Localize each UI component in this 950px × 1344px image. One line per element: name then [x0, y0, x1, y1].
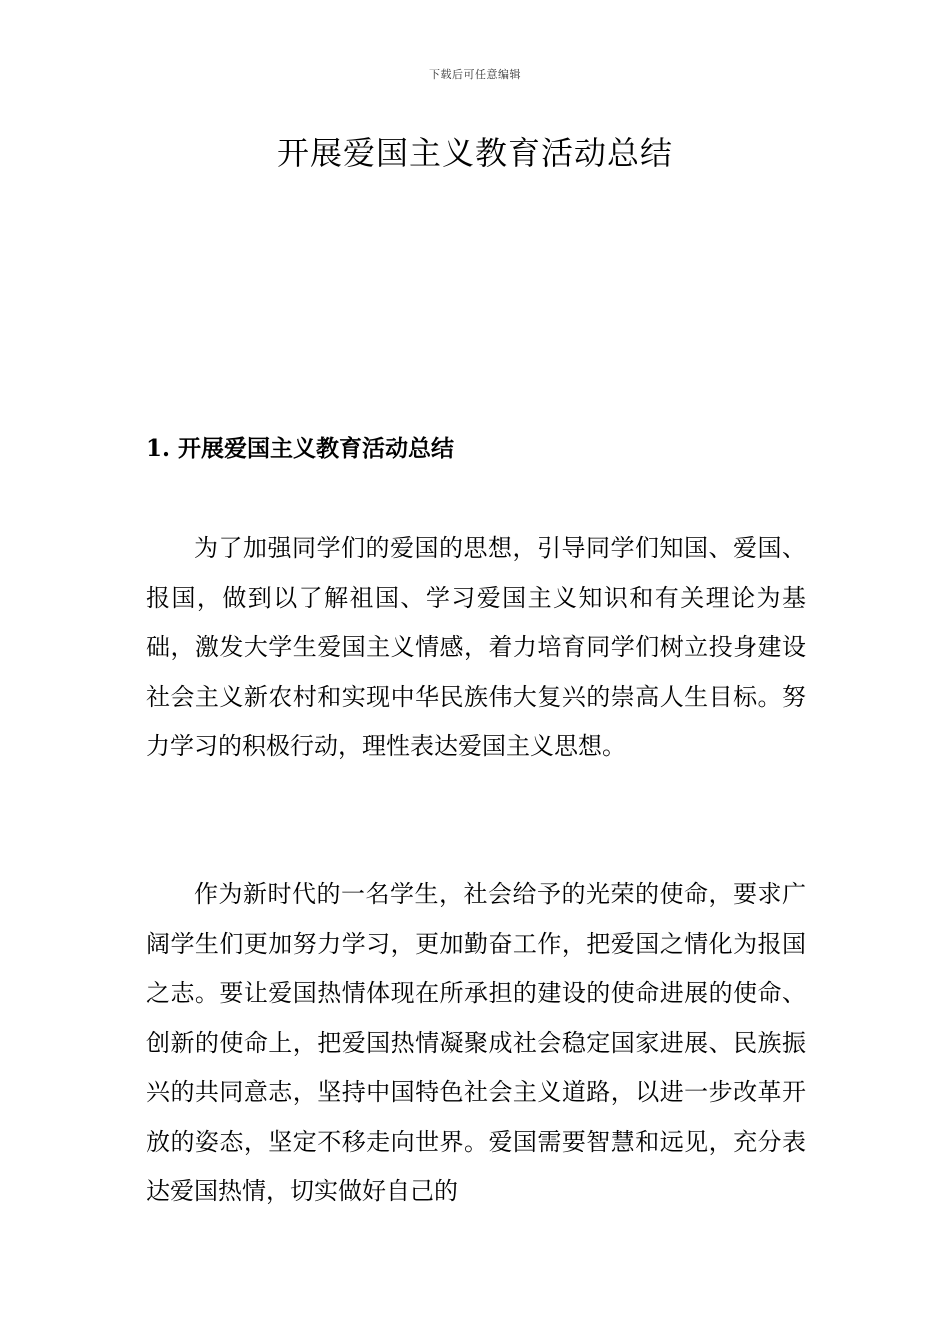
section-heading: 1. 开展爱国主义教育活动总结: [146, 435, 455, 462]
paragraph-1: 为了加强同学们的爱国的思想，引导同学们知国、爱国、报国，做到以了解祖国、学习爱国主义知识和有关理论为基础，激发大学生爱国主义情感，着力培育同学们树立投身建设社会主义新农村和实现中华民族伟大复兴的崇高人生目标。努力学习的积极行动，理性表达爱国主义思想。: [146, 534, 806, 760]
header-note: 下载后可任意编辑: [429, 68, 521, 81]
paragraph-2: 作为新时代的一名学生，社会给予的光荣的使命，要求广阔学生们更加努力学习，更加勤奋工作，把爱国之情化为报国之志。要让爱国热情体现在所承担的建设的使命进展的使命、创新的使命上，把爱国热情凝聚成社会稳定国家进展、民族振兴的共同意志，坚持中国特色社会主义道路，以进一步改革开放的姿态，坚定不移走向世界。爱国需要智慧和远见，充分表达爱国热情，切实做好自己的: [146, 880, 806, 1205]
document-title: 开展爱国主义教育活动总结: [276, 134, 673, 172]
